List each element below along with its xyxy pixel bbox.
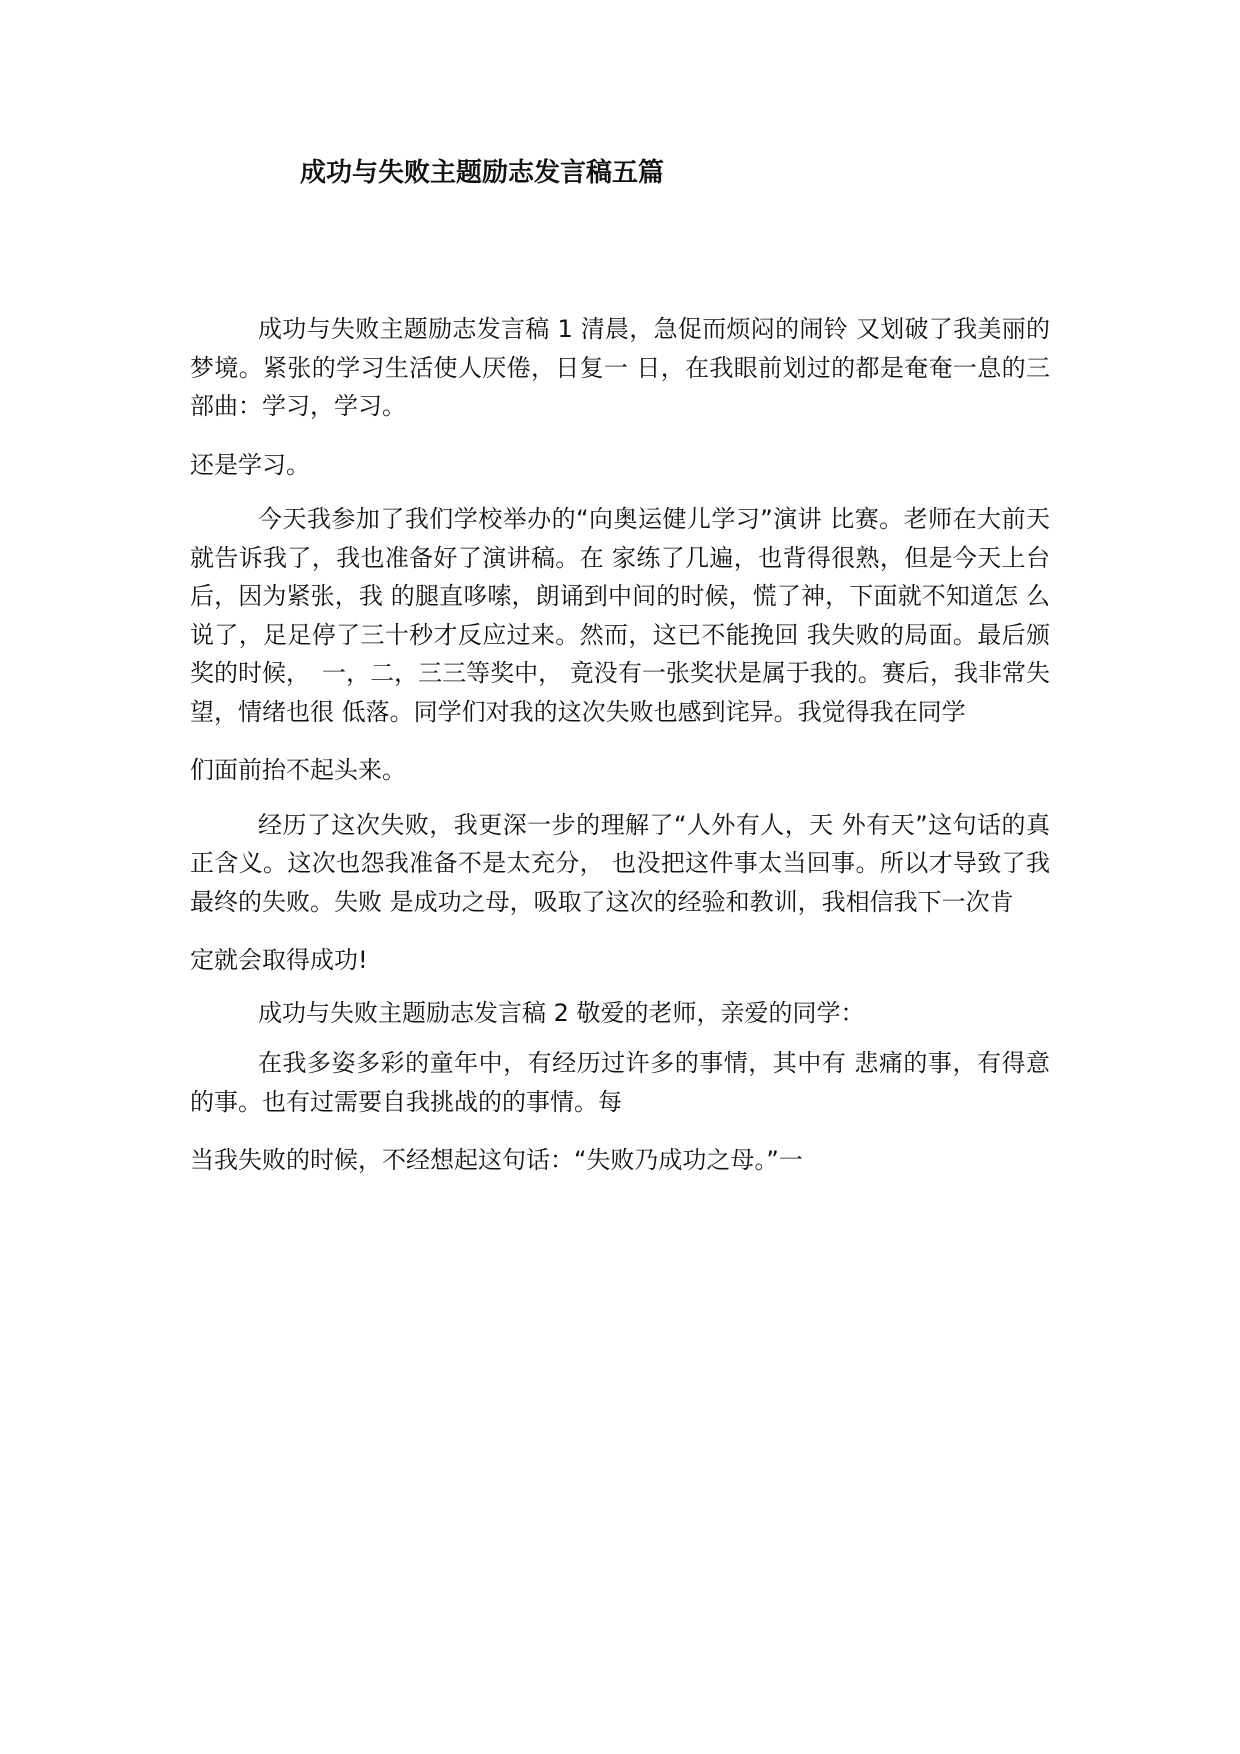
paragraph-8: 在我多姿多彩的童年中，有经历过许多的事情，其中有 悲痛的事，有得意的事。也有过需要自我挑战的的事情。每 bbox=[190, 1049, 1050, 1116]
paragraph-6: 定就会取得成功! bbox=[190, 946, 368, 974]
paragraph-9: 当我失败的时候，不经想起这句话：“失败乃成功之母。”一 bbox=[190, 1146, 803, 1174]
paragraph-1: 成功与失败主题励志发言稿 1 清晨，急促而烦闷的闹铃 又划破了我美丽的梦境。紧张的学习生活使人厌倦，日复一 日，在我眼前划过的都是奄奄一息的三部曲：学习，学习。 bbox=[190, 315, 1050, 420]
paragraph-3: 今天我参加了我们学校举办的“向奥运健儿学习”演讲 比赛。老师在大前天就告诉我了，我也准备好了演讲稿。在 家练了几遍，也背得很熟，但是今天上台后，因为紧张，我 的腿直哆嗦，朗诵到中间的时候，慌了神，下面就不知道怎 么说了，足足停了三十秒才反应过来。然而，这已不能挽回 我失败的局面。最后颁奖的时候， 一，二，三三等奖中， 竟没有一张奖状是属于我的。赛后，我非常失望，情绪也很 低落。同学们对我的这次失败也感到诧异。我觉得我在同学 bbox=[190, 505, 1050, 726]
paragraph-7: 成功与失败主题励志发言稿 2 敬爱的老师，亲爱的同学： bbox=[258, 998, 865, 1027]
document-body bbox=[190, 310, 1050, 1190]
paragraph-5: 经历了这次失败，我更深一步的理解了“人外有人，天 外有天”这句话的真正含义。这次也怨我准备不是太充分， 也没把这件事太当回事。所以才导致了我最终的失败。失败 是成功之母，吸取了这次的经验和教训，我相信我下一次肯 bbox=[190, 810, 1050, 916]
paragraph-4: 们面前抬不起头来。 bbox=[190, 756, 406, 784]
document-title: 成功与失败主题励志发言稿五篇 bbox=[300, 158, 665, 188]
paragraph-2: 还是学习。 bbox=[190, 450, 310, 479]
